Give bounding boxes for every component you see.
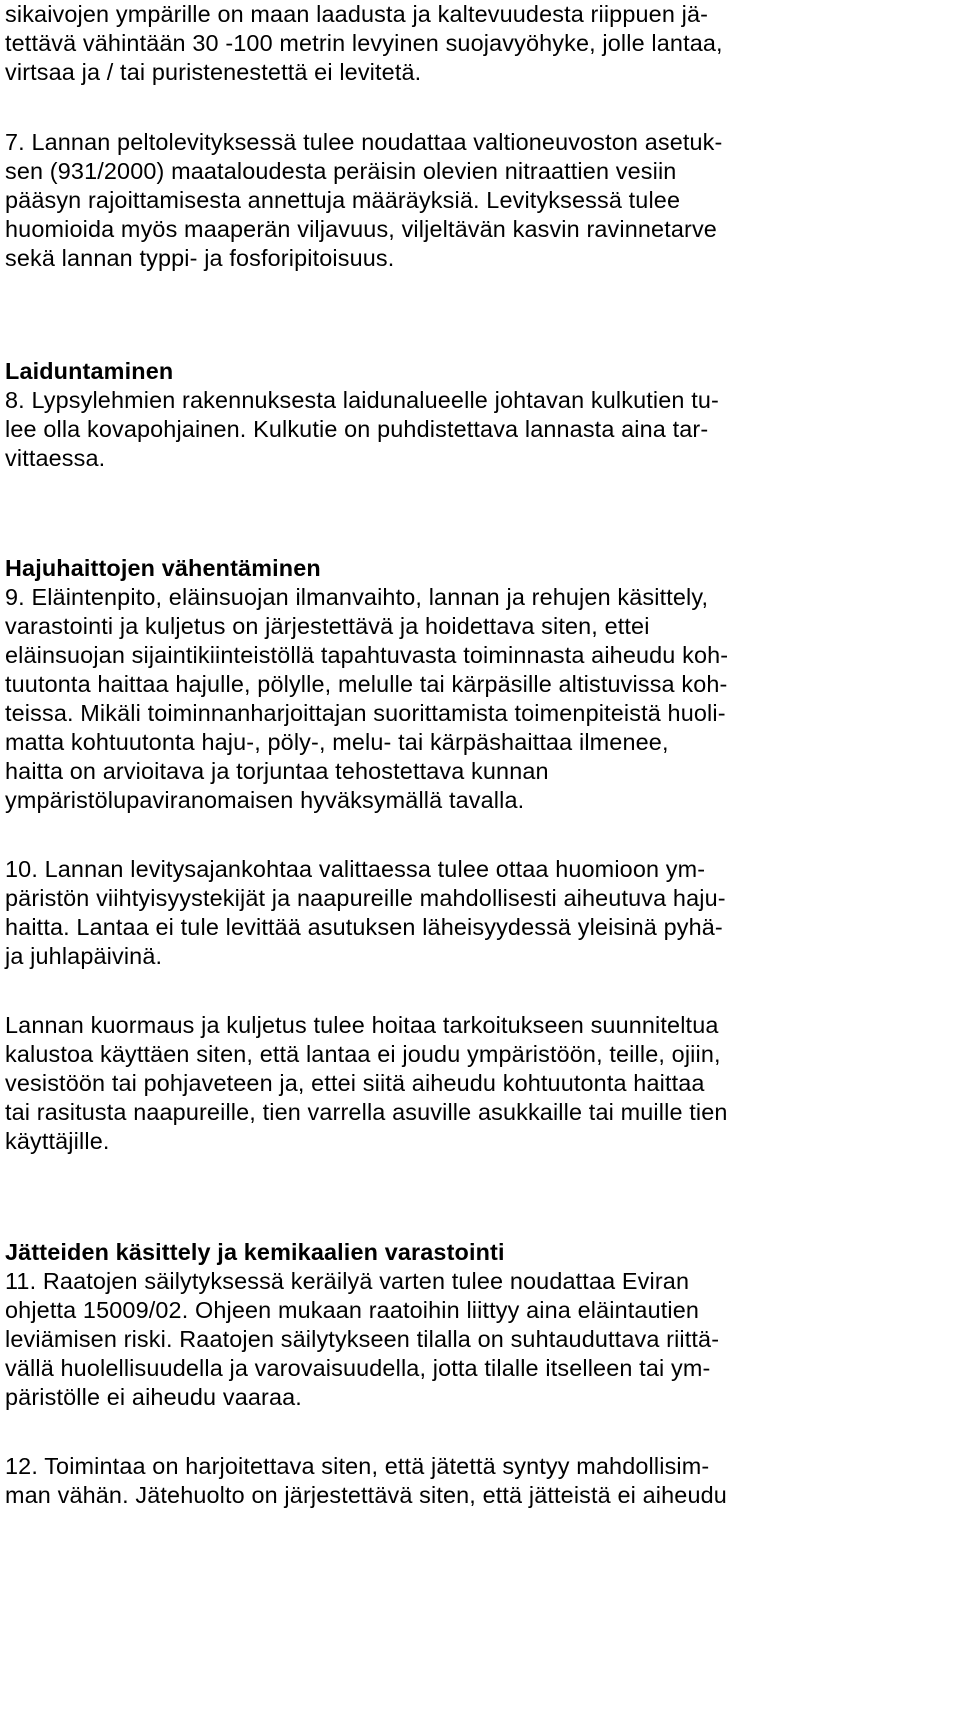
text-line: 9. Eläintenpito, eläinsuojan ilmanvaihto, lannan ja rehujen käsittely,: [5, 584, 709, 610]
text-line: 7. Lannan peltolevityksessä tulee noudattaa valtioneuvoston asetuk-: [5, 129, 723, 155]
text-line: vesistöön tai pohjaveteen ja, ettei siitä aiheudu kohtuutonta haittaa: [5, 1070, 705, 1096]
text-line: matta kohtuutonta haju-, pöly-, melu- tai kärpäshaittaa ilmenee,: [5, 729, 669, 755]
text-line: 12. Toimintaa on harjoitettava siten, että jätettä syntyy mahdollisim-: [5, 1453, 710, 1479]
text-line: kalustoa käyttäen siten, että lantaa ei joudu ympäristöön, teille, ojiin,: [5, 1041, 721, 1067]
text-line: tettävä vähintään 30 -100 metrin levyinen suojavyöhyke, jolle lantaa,: [5, 30, 723, 56]
text-line: päristön viihtyisyystekijät ja naapureille mahdollisesti aiheutuva haju-: [5, 885, 726, 911]
text-line: teissa. Mikäli toiminnanharjoittajan suorittamista toimenpiteistä huoli-: [5, 700, 726, 726]
text-line: 10. Lannan levitysajankohtaa valittaessa tulee ottaa huomioon ym-: [5, 856, 706, 882]
text-line: sen (931/2000) maataloudesta peräisin olevien nitraattien vesiin: [5, 158, 677, 184]
text-line: leviämisen riski. Raatojen säilytykseen tilalla on suhtauduttava riittä-: [5, 1326, 720, 1352]
text-line: ohjetta 15009/02. Ohjeen mukaan raatoihin liittyy aina eläintautien: [5, 1297, 700, 1323]
text-line: Lannan kuormaus ja kuljetus tulee hoitaa tarkoitukseen suunniteltua: [5, 1012, 719, 1038]
section-heading: Hajuhaittojen vähentäminen: [5, 555, 321, 581]
text-line: päristölle ei aiheudu vaaraa.: [5, 1384, 302, 1410]
text-line: varastointi ja kuljetus on järjestettävä ja hoidettava siten, ettei: [5, 613, 650, 639]
text-line: vittaessa.: [5, 445, 106, 471]
text-line: sekä lannan typpi- ja fosforipitoisuus.: [5, 245, 395, 271]
text-line: tuutonta haittaa hajulle, pölylle, melulle tai kärpäsille altistuvissa koh-: [5, 671, 728, 697]
text-line: ympäristölupaviranomaisen hyväksymällä tavalla.: [5, 787, 525, 813]
text-line: ja juhlapäivinä.: [5, 943, 163, 969]
text-line: sikaivojen ympärille on maan laadusta ja kaltevuudesta riippuen jä-: [5, 1, 709, 27]
text-line: pääsyn rajoittamisesta annettuja määräyksiä. Levityksessä tulee: [5, 187, 681, 213]
text-line: 11. Raatojen säilytyksessä keräilyä varten tulee noudattaa Eviran: [5, 1268, 690, 1294]
text-line: eläinsuojan sijaintikiinteistöllä tapahtuvasta toiminnasta aiheudu koh-: [5, 642, 729, 668]
text-line: huomioida myös maaperän viljavuus, viljeltävän kasvin ravinnetarve: [5, 216, 717, 242]
section-heading: Laiduntaminen: [5, 358, 174, 384]
text-line: man vähän. Jätehuolto on järjestettävä siten, että jätteistä ei aiheudu: [5, 1482, 727, 1508]
text-line: 8. Lypsylehmien rakennuksesta laidunalueelle johtavan kulkutien tu-: [5, 387, 719, 413]
text-line: tai rasitusta naapureille, tien varrella asuville asukkaille tai muille tien: [5, 1099, 728, 1125]
text-line: virtsaa ja / tai puristenestettä ei levitetä.: [5, 59, 422, 85]
text-line: lee olla kovapohjainen. Kulkutie on puhdistettava lannasta aina tar-: [5, 416, 709, 442]
text-line: haitta. Lantaa ei tule levittää asutuksen läheisyydessä yleisinä pyhä-: [5, 914, 723, 940]
text-line: haitta on arvioitava ja torjuntaa tehostettava kunnan: [5, 758, 549, 784]
text-line: vällä huolellisuudella ja varovaisuudella, jotta tilalle itselleen tai ym-: [5, 1355, 711, 1381]
section-heading: Jätteiden käsittely ja kemikaalien varastointi: [5, 1239, 505, 1265]
text-line: käyttäjille.: [5, 1128, 110, 1154]
